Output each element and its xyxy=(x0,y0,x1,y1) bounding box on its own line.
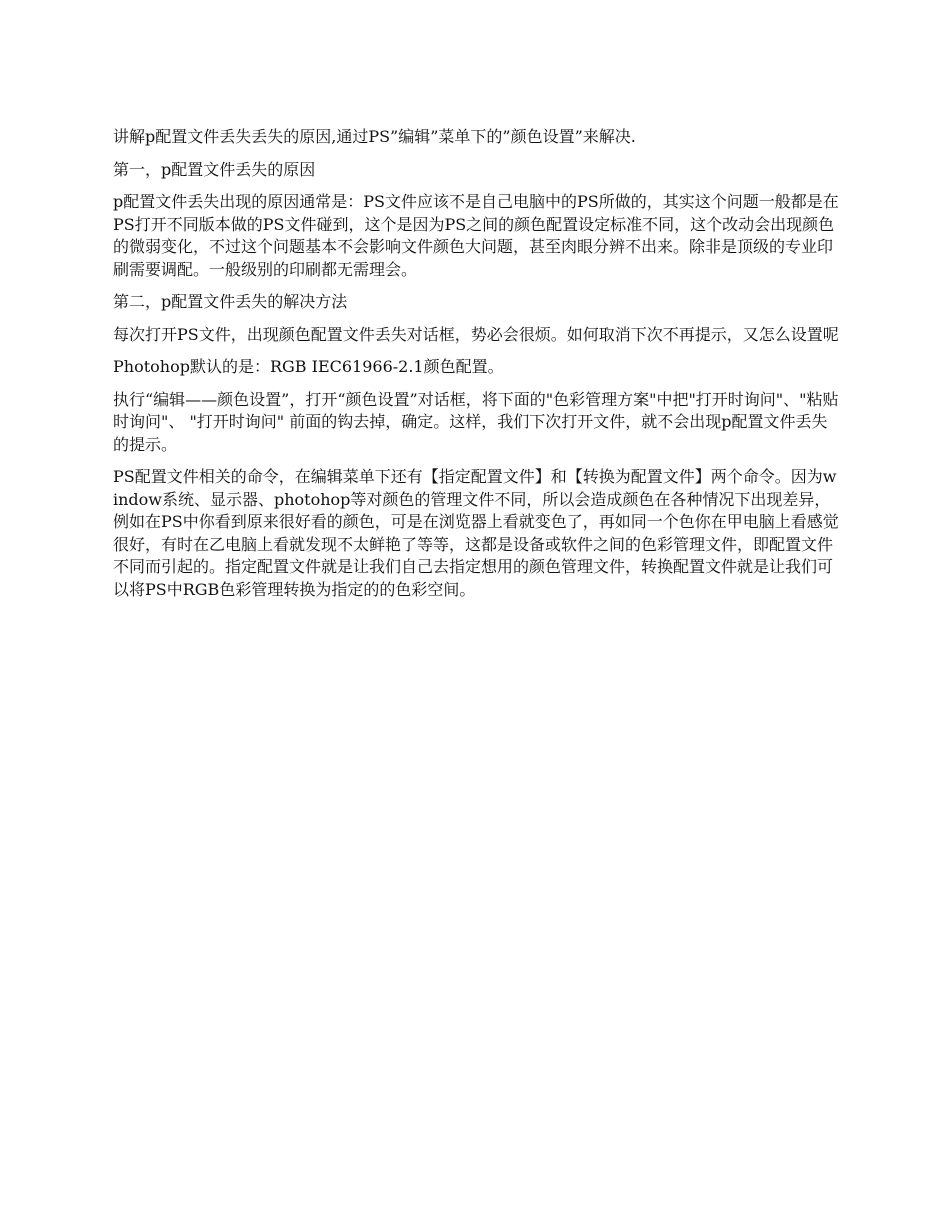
document-body xyxy=(113,126,840,611)
related-commands-paragraph: PS配置文件相关的命令，在编辑菜单下还有【指定配置文件】和【转换为配置文件】两个命令。因为window系统、显示器、photohop等对颜色的管理文件不同，所以会造成颜色在各种情况下出现差异，例如在PS中你看到原来很好看的颜色，可是在浏览器上看就变色了，再如同一个色你在甲电脑上看感觉很好，有时在乙电脑上看就发现不太鲜艳了等等，这都是设备或软件之间的色彩管理文件，即配置文件不同而引起的。指定配置文件就是让我们自己去指定想用的颜色管理文件，转换配置文件就是让我们可以将PS中RGB色彩管理转换为指定的的色彩空间。 xyxy=(113,467,839,599)
section-two-heading: 第二，p配置文件丢失的解决方法 xyxy=(113,292,348,311)
instructions-paragraph: 执行“编辑——颜色设置”，打开“颜色设置”对话框，将下面的"色彩管理方案"中把"打开时询问"、"粘贴时询问"、 "打开时询问" 前面的钩去掉，确定。这样，我们下次打开文件，就不会出现p配置文件丢失的提示。 xyxy=(113,389,839,454)
section-one-paragraph: p配置文件丢失出现的原因通常是：PS文件应该不是自己电脑中的PS所做的，其实这个问题一般都是在PS打开不同版本做的PS文件碰到，这个是因为PS之间的颜色配置设定标准不同，这个改动会出现颜色的微弱变化，不过这个问题基本不会影响文件颜色大问题，甚至肉眼分辨不出来。除非是顶级的专业印刷需要调配。一般级别的印刷都无需理会。 xyxy=(113,192,839,279)
default-profile-paragraph: Photohop默认的是：RGB IEC61966-2.1颜色配置。 xyxy=(113,357,504,376)
intro-paragraph: 讲解p配置文件丢失丢失的原因,通过PS”编辑”菜单下的”颜色设置”来解决. xyxy=(113,127,636,146)
section-one-heading: 第一，p配置文件丢失的原因 xyxy=(113,159,316,179)
section-two-paragraph: 每次打开PS文件，出现颜色配置文件丢失对话框，势必会很烦。如何取消下次不再提示，又怎么设置呢 xyxy=(113,324,839,344)
